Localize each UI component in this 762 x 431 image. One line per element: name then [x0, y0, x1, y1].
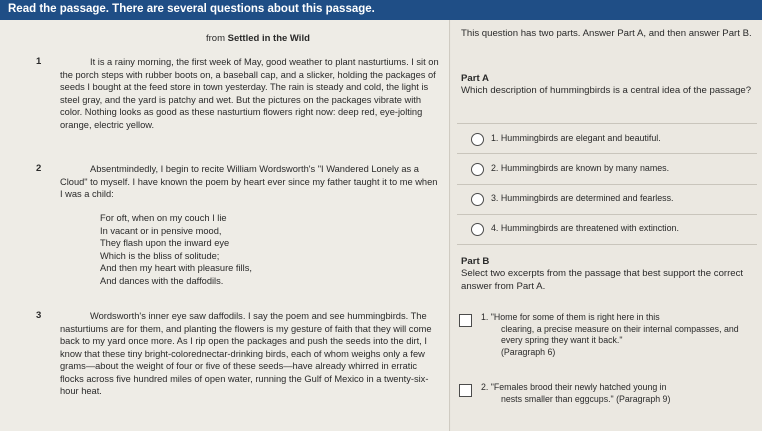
part-b-choice-1[interactable] — [451, 312, 762, 372]
choice-label — [481, 312, 751, 358]
poem-line: Which is the bliss of solitude; — [100, 250, 220, 261]
paragraph-number: 1 — [36, 56, 42, 67]
paragraph-number: 3 — [36, 310, 42, 321]
divider — [457, 123, 757, 124]
part-a-choice-2[interactable] — [451, 159, 762, 183]
source-title: Settled in the Wild — [227, 33, 310, 44]
question-intro: This question has two parts. Answer Part A, and then answer Part B. — [461, 28, 752, 39]
paragraph-number: 2 — [36, 163, 42, 174]
part-b-stem: Select two excerpts from the passage that best support the correct answer from Part A. — [461, 268, 744, 292]
divider — [457, 184, 757, 185]
poem-line: And dances with the daffodils. — [100, 275, 224, 286]
instruction-text: Read the passage. There are several questions about this passage. — [8, 3, 375, 15]
part-a-label: Part A — [461, 73, 489, 84]
choice-label: 1. Hummingbirds are elegant and beautiful. — [491, 133, 661, 143]
radio-button[interactable] — [471, 223, 484, 236]
passage-source — [206, 33, 310, 44]
poem-line: They flash upon the inward eye — [100, 238, 230, 249]
part-a-choice-1[interactable] — [451, 129, 762, 153]
source-prefix: from — [206, 33, 228, 44]
paragraph-text: It is a rainy morning, the first week of May, good weather to plant nasturtiums. I sit on the porch steps with rubber boots on, a baseball cap, and a slicker, holding the packages of seeds I bought at the feed store in town yesterday. The rain is steady and cold, the light is steel gray, and the yard is patchy and wet. But the pictures on the packages vibrate with color. Nothing looks as good as these nasturtium flowers right now: deep red, eye-jolting orange, electric yellow. — [60, 57, 439, 130]
choice-rest: clearing, a precise measure on their internal compasses, and every spring they want it back." — [501, 323, 739, 345]
part-a-choice-4[interactable] — [451, 219, 762, 243]
instruction-bar — [0, 0, 762, 20]
checkbox[interactable] — [459, 384, 472, 397]
choice-first-line: 2. "Females brood their newly hatched young in — [481, 382, 667, 392]
choice-label — [481, 382, 751, 405]
choice-label: 4. Hummingbirds are threatened with extinction. — [491, 223, 679, 233]
passage-panel[interactable] — [0, 20, 450, 431]
radio-button[interactable] — [471, 163, 484, 176]
choice-reference: (Paragraph 6) — [501, 346, 556, 357]
question-panel — [451, 20, 762, 431]
poem-line: In vacant or in pensive mood, — [100, 225, 222, 236]
paragraph-text: Absentmindedly, I begin to recite William Wordsworth's "I Wandered Lonely as a Cloud" to myself. I have known the poem by heart ever since my father taught it to me when I was a child: — [60, 164, 438, 199]
choice-label: 3. Hummingbirds are determined and fearless. — [491, 193, 674, 203]
part-b-choice-2[interactable] — [451, 382, 762, 412]
divider — [457, 214, 757, 215]
radio-button[interactable] — [471, 133, 484, 146]
choice-first-line: 1. "Home for some of them is right here in this — [481, 312, 660, 322]
choice-label: 2. Hummingbirds are known by many names. — [491, 163, 670, 173]
poem-excerpt — [100, 212, 252, 288]
poem-line: For oft, when on my couch I lie — [100, 213, 227, 223]
part-a-stem: Which description of hummingbirds is a central idea of the passage? — [461, 85, 752, 96]
paragraph-text: Wordsworth's inner eye saw daffodils. I say the poem and see hummingbirds. The nasturtiums are for them, and planting the flowers is my gesture of faith that they will come back to my yard once more. As I rip open the packages and push the seeds into the dirt, I know that these tiny bright-colorednectar-drinking birds, each of whom weighs only a few grams—about the weight of four or five of these seeds—have already whirred in erratic flocks across five hundred miles of open water, running the Gulf of Mexico in a twenty-six-hour heat. — [60, 311, 432, 396]
radio-button[interactable] — [471, 193, 484, 206]
checkbox[interactable] — [459, 314, 472, 327]
part-a-choice-3[interactable] — [451, 189, 762, 213]
part-b-label: Part B — [461, 256, 490, 267]
choice-rest: nests smaller than eggcups." (Paragraph 9) — [501, 393, 671, 404]
divider — [457, 244, 757, 245]
poem-line: And then my heart with pleasure fills, — [100, 263, 252, 274]
divider — [457, 153, 757, 154]
